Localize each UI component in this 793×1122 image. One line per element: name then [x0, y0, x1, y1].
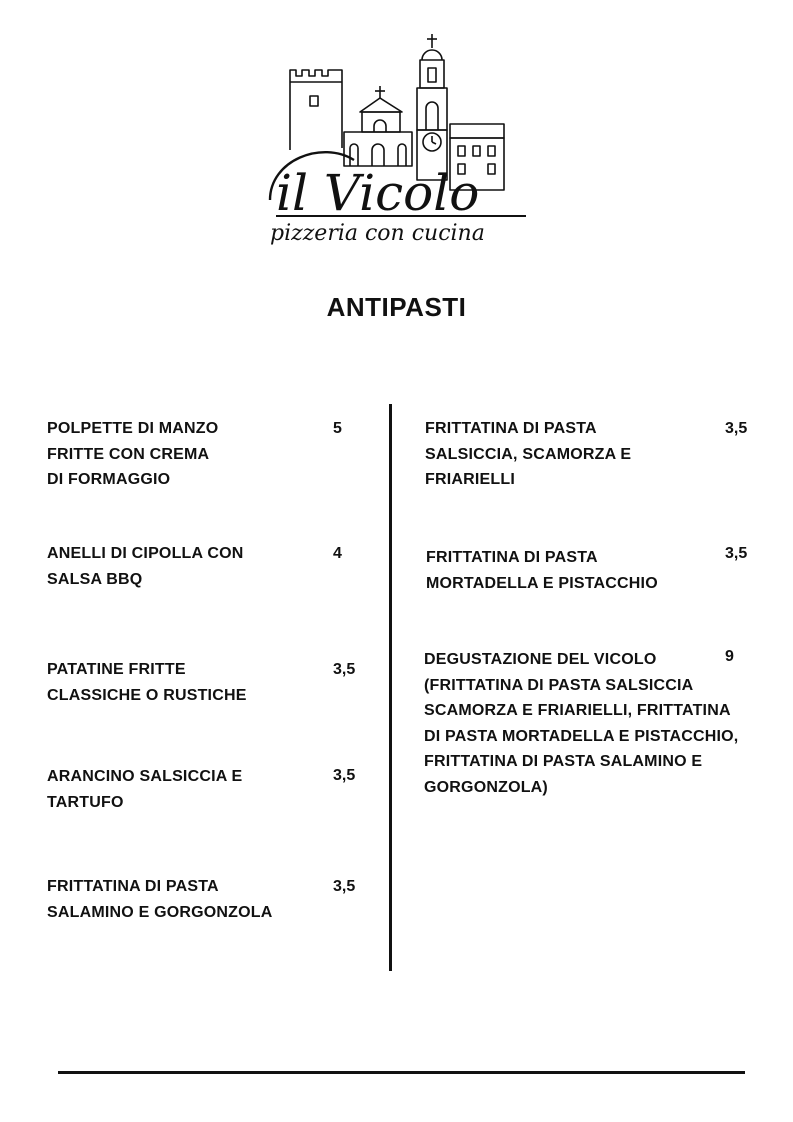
menu-item-frittatina-salsiccia	[425, 416, 715, 493]
menu-item-degustazione	[424, 647, 764, 800]
menu-item-price: 3,5	[725, 545, 748, 562]
logo-brand-script: il Vicolo	[276, 164, 480, 222]
column-divider	[389, 404, 392, 971]
menu-item-name: PATATINE FRITTE CLASSICHE O RUSTICHE	[47, 661, 247, 704]
menu-item-name: POLPETTE DI MANZO FRITTE CON CREMA DI FORMAGGIO	[47, 420, 219, 488]
menu-item-price: 5	[333, 420, 342, 437]
menu-item-frittatina-mortadella	[426, 545, 716, 596]
menu-item-price: 3,5	[333, 661, 356, 678]
menu-item-anelli	[47, 541, 327, 592]
section-title: ANTIPASTI	[326, 292, 467, 322]
menu-item-price: 3,5	[725, 420, 748, 437]
menu-item-name: FRITTATINA DI PASTA SALSICCIA, SCAMORZA E FRIARIELLI	[425, 420, 632, 488]
menu-item-price: 4	[333, 545, 342, 562]
restaurant-logo	[262, 30, 534, 260]
menu-item-patatine	[47, 657, 327, 708]
menu-item-name: FRITTATINA DI PASTA MORTADELLA E PISTACCHIO	[426, 549, 658, 592]
menu-item-frittatina-salamino	[47, 874, 327, 925]
menu-item-name: FRITTATINA DI PASTA SALAMINO E GORGONZOLA	[47, 878, 273, 921]
menu-item-name: DEGUSTAZIONE DEL VICOLO (FRITTATINA DI PASTA SALSICCIA SCAMORZA E FRIARIELLI, FRITTATINA DI PASTA MORTADELLA E PISTACCHIO, FRITTATINA DI PASTA SALAMINO E GORGONZOLA)	[424, 651, 739, 796]
menu-item-polpette	[47, 416, 327, 493]
menu-item-name: ARANCINO SALSICCIA E TARTUFO	[47, 768, 243, 811]
footer-divider	[58, 1071, 745, 1074]
menu-item-name: ANELLI DI CIPOLLA CON SALSA BBQ	[47, 545, 244, 588]
menu-item-arancino	[47, 764, 327, 815]
menu-item-price: 3,5	[333, 878, 356, 895]
menu-item-price: 9	[725, 648, 734, 665]
menu-item-price: 3,5	[333, 767, 356, 784]
logo-tagline: pizzeria con cucina	[270, 221, 485, 246]
